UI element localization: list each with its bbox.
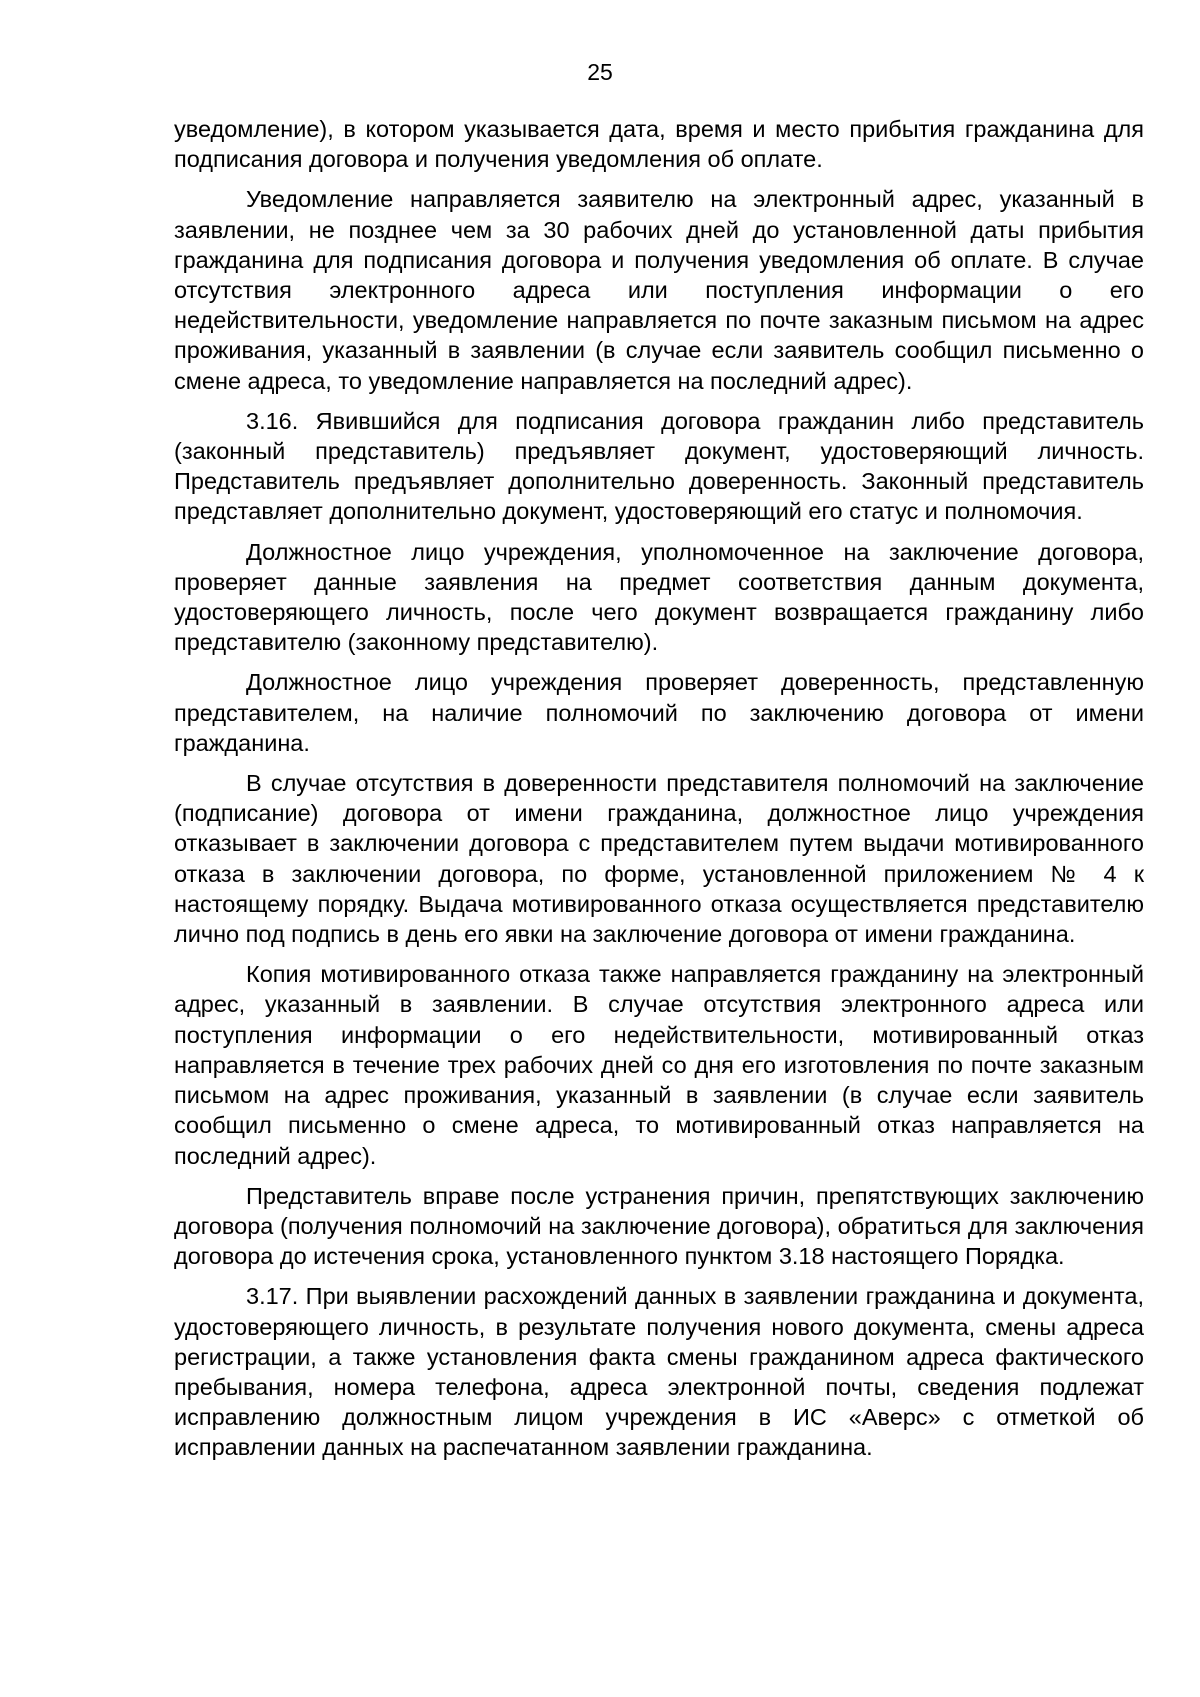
paragraph-continuation: уведомление), в котором указывается дата, время и место прибытия гражданина для подписания договора и получения уведомления об оплате.: [174, 116, 1144, 173]
paragraph-refusal-copy: Копия мотивированного отказа также направляется гражданину на электронный адрес, указанный в заявлении. В случае отсутствия электронного адреса или поступления информации о его недействительности, мотивированный отказ направляется в течение трех рабочих дней со дня его изготовления по почте заказным письмом на адрес проживания, указанный в заявлении (в случае если заявитель сообщил письменно о смене адреса, то мотивированный отказ направляется на последний адрес).: [174, 961, 1144, 1169]
document-body: [174, 114, 1144, 1473]
paragraph-refusal: В случае отсутствия в доверенности представителя полномочий на заключение (подписание) договора от имени гражданина, должностное лицо учреждения отказывает в заключении договора с представителем путем выдачи мотивированного отказа в заключении договора, по форме, установленной приложением № 4 к настоящему порядку. Выдача мотивированного отказа осуществляется представителю лично под подпись в день его явки на заключение договора от имени гражданина.: [174, 770, 1144, 948]
paragraph-reapplication: Представитель вправе после устранения причин, препятствующих заключению договора (получения полномочий на заключение договора), обратиться для заключения договора до истечения срока, установленного пунктом 3.18 настоящего Порядка.: [174, 1182, 1144, 1270]
paragraph-clause-3-17: 3.17. При выявлении расхождений данных в заявлении гражданина и документа, удостоверяющего личность, в результате получения нового документа, смены адреса регистрации, а также установления факта смены гражданином адреса фактического пребывания, номера телефона, адреса электронной почты, сведения подлежат исправлению должностным лицом учреждения в ИС «Аверс» с отметкой об исправлении данных на распечатанном заявлении гражданина.: [174, 1283, 1144, 1461]
paragraph-official-verification: Должностное лицо учреждения, уполномоченное на заключение договора, проверяет данные заявления на предмет соответствия данным документа, удостоверяющего личность, после чего документ возвращается гражданину либо представителю (законному представителю).: [174, 538, 1144, 656]
paragraph-power-of-attorney-check: Должностное лицо учреждения проверяет доверенность, представленную представителем, на наличие полномочий по заключению договора от имени гражданина.: [174, 669, 1144, 756]
paragraph-notification: Уведомление направляется заявителю на электронный адрес, указанный в заявлении, не позднее чем за 30 рабочих дней до установленной даты прибытия гражданина для подписания договора и получения уведомления об оплате. В случае отсутствия электронного адреса или поступления информации о его недействительности, уведомление направляется по почте заказным письмом на адрес проживания, указанный в заявлении (в случае если заявитель сообщил письменно о смене адреса, то уведомление направляется на последний адрес).: [174, 186, 1144, 394]
page-number: 25: [587, 59, 613, 85]
paragraph-clause-3-16: 3.16. Явившийся для подписания договора гражданин либо представитель (законный представитель) предъявляет документ, удостоверяющий личность. Представитель предъявляет дополнительно доверенность. Законный представитель представляет дополнительно документ, удостоверяющий его статус и полномочия.: [174, 407, 1144, 525]
